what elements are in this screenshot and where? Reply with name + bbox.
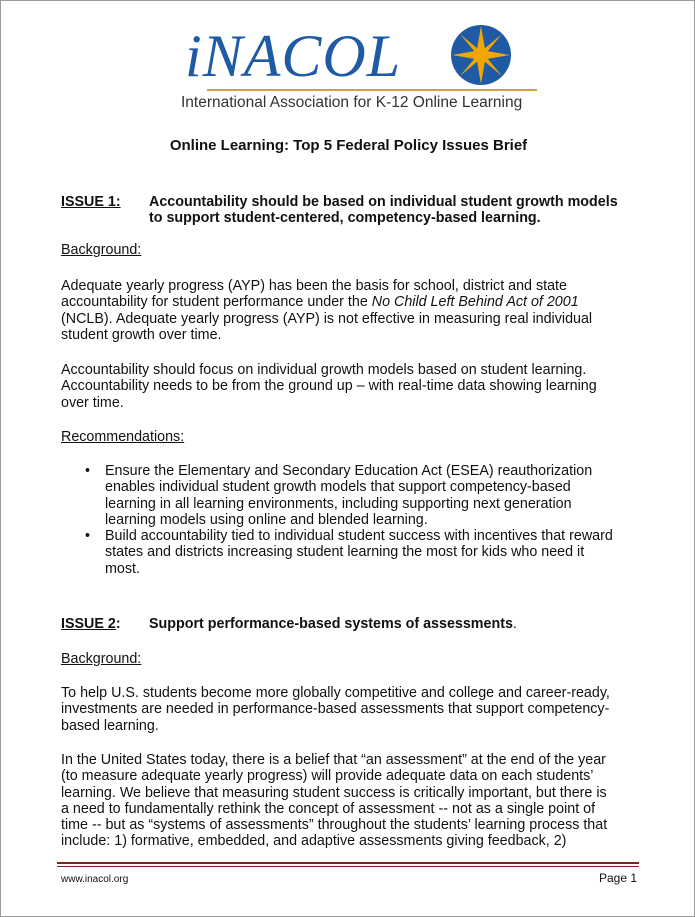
paragraph-line: (NCLB). Adequate yearly progress (AYP) is not effective in measuring real individual bbox=[61, 310, 593, 327]
issue2-label-text: ISSUE 2 bbox=[61, 616, 116, 632]
issue2-background-heading: Background: bbox=[61, 651, 142, 667]
paragraph-line bbox=[61, 294, 641, 310]
list-line: most. bbox=[105, 560, 140, 577]
recommendations-list bbox=[81, 463, 641, 577]
issue1-background-heading: Background: bbox=[61, 242, 142, 258]
list-line: • Ensure the Elementary and Secondary Education Act (ESEA) reauthorization bbox=[105, 463, 593, 479]
paragraph-line: based learning. bbox=[61, 717, 159, 734]
issue2-label bbox=[61, 616, 121, 632]
issue1-heading-line1: Accountability should be based on individual student growth models bbox=[149, 194, 618, 210]
sun-star-icon bbox=[447, 21, 515, 89]
issue2-heading bbox=[149, 616, 649, 632]
list-line: learning models using online and blended learning. bbox=[105, 511, 428, 528]
paragraph-line: Accountability needs to be from the ground up – with real-time data showing learning bbox=[61, 378, 597, 395]
issue2-paragraph2 bbox=[61, 752, 641, 850]
footer-rule-thick bbox=[57, 862, 639, 864]
paragraph-line: Accountability should focus on individual growth models based on student learning. bbox=[61, 362, 587, 378]
page-number: Page 1 bbox=[599, 871, 638, 885]
issue1-paragraph2 bbox=[61, 362, 641, 411]
issue1-heading bbox=[149, 194, 649, 227]
issue2-label-colon: : bbox=[115, 616, 121, 632]
paragraph-line: include: 1) formative, embedded, and adaptive assessments giving feedback, 2) bbox=[61, 833, 567, 850]
issue1-recommendations-heading: Recommendations: bbox=[61, 429, 185, 445]
document-title: Online Learning: Top 5 Federal Policy Issues Brief bbox=[169, 137, 528, 154]
issue1-paragraph1 bbox=[61, 278, 641, 343]
act-title: No Child Left Behind Act of 2001 bbox=[371, 294, 579, 311]
logo-divider bbox=[207, 89, 537, 91]
issue1-heading-line2: to support student-centered, competency-based learning. bbox=[149, 210, 541, 227]
issue1-label: ISSUE 1: bbox=[61, 194, 121, 210]
issue2-paragraph1 bbox=[61, 685, 641, 734]
paragraph-line: To help U.S. students become more globally competitive and college and career-ready, bbox=[61, 685, 610, 701]
list-item bbox=[81, 528, 641, 577]
paragraph-line: a need to fundamentally rethink the concept of assessment -- not as a single point of bbox=[61, 800, 596, 817]
list-line: learning in all learning environments, including supporting next generation bbox=[105, 495, 572, 512]
paragraph-line: investments are needed in performance-based assessments that support competency- bbox=[61, 701, 610, 718]
list-line: states and districts increasing student learning the most for kids who need it bbox=[105, 544, 585, 561]
issue2-heading-period: . bbox=[512, 616, 517, 632]
list-item bbox=[81, 463, 641, 528]
paragraph-line: learning. We believe that measuring student success is critically important, but there is bbox=[61, 784, 607, 801]
paragraph-line: (to measure adequate yearly progress) will provide adequate data on each students’ bbox=[61, 768, 594, 785]
issue2-heading-text: Support performance-based systems of assessments bbox=[149, 616, 513, 632]
list-line: • Build accountability tied to individual student success with incentives that reward bbox=[105, 528, 613, 545]
footer-website: www.inacol.org bbox=[61, 874, 129, 885]
logo-wordmark: iNACOL bbox=[185, 23, 402, 89]
logo-subtitle: International Association for K-12 Online Learning bbox=[181, 94, 523, 111]
list-line: enables individual student growth models that support competency-based bbox=[105, 479, 571, 496]
paragraph-line: Adequate yearly progress (AYP) has been the basis for school, district and state bbox=[61, 278, 567, 294]
paragraph-text: accountability for student performance under the bbox=[61, 294, 372, 311]
footer-rule-thin bbox=[57, 866, 639, 867]
paragraph-line: student growth over time. bbox=[61, 326, 222, 343]
paragraph-line: time -- but as “systems of assessments” throughout the students’ learning process that bbox=[61, 817, 608, 834]
inacol-logo bbox=[181, 19, 521, 119]
paragraph-line: In the United States today, there is a belief that “an assessment” at the end of the year bbox=[61, 752, 606, 768]
paragraph-line: over time. bbox=[61, 394, 124, 411]
